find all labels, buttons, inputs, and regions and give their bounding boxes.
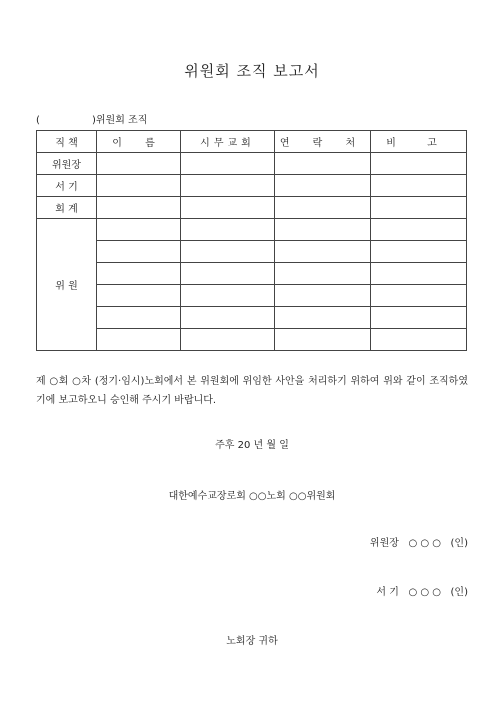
table-cell[interactable] (371, 241, 467, 263)
header-remarks: 비 고 (371, 131, 467, 153)
table-row-treasurer (37, 197, 467, 219)
table-header-row (37, 131, 467, 153)
table-cell[interactable] (371, 219, 467, 241)
seal-mark: (인) (450, 538, 468, 549)
signature-name: ○ ○ ○ (408, 538, 441, 549)
table-cell[interactable] (97, 197, 181, 219)
table-cell[interactable] (181, 175, 275, 197)
table-row-chairman (37, 153, 467, 175)
table-cell[interactable] (371, 307, 467, 329)
date-line: 주후 20 년 월 일 (215, 440, 289, 451)
organization-line (36, 111, 147, 126)
recipient-line: 노회장 귀하 (226, 636, 278, 647)
row-label-secretary: 서 기 (37, 175, 97, 197)
table-cell[interactable] (275, 285, 371, 307)
table-cell[interactable] (181, 263, 275, 285)
table-row-member (37, 263, 467, 285)
secretary-signature-line (376, 583, 468, 598)
table-row-member (37, 241, 467, 263)
table-cell[interactable] (181, 197, 275, 219)
table-cell[interactable] (371, 329, 467, 351)
table-cell[interactable] (371, 263, 467, 285)
row-label-members: 위 원 (37, 219, 97, 351)
table-cell[interactable] (275, 241, 371, 263)
table-cell[interactable] (275, 175, 371, 197)
signature-role: 위원장 (369, 538, 399, 549)
table-row-member (37, 329, 467, 351)
table-row-member (37, 219, 467, 241)
row-label-treasurer: 회 계 (37, 197, 97, 219)
table-cell[interactable] (275, 307, 371, 329)
open-paren: ( (36, 115, 40, 126)
table-cell[interactable] (97, 153, 181, 175)
chairman-signature-line (370, 534, 468, 549)
header-position: 직 책 (37, 131, 97, 153)
table-cell[interactable] (371, 197, 467, 219)
table-cell[interactable] (181, 329, 275, 351)
table-cell[interactable] (275, 197, 371, 219)
document-title: 위원회 조직 보고서 (184, 62, 320, 80)
table-cell[interactable] (275, 263, 371, 285)
table-row-member (37, 285, 467, 307)
table-cell[interactable] (181, 241, 275, 263)
table-cell[interactable] (275, 329, 371, 351)
table-cell[interactable] (371, 153, 467, 175)
table-cell[interactable] (97, 285, 181, 307)
table-cell[interactable] (371, 175, 467, 197)
table-cell[interactable] (181, 219, 275, 241)
table-cell[interactable] (97, 219, 181, 241)
table-cell[interactable] (181, 307, 275, 329)
table-cell[interactable] (275, 153, 371, 175)
table-row-secretary (37, 175, 467, 197)
header-church: 시무교회 (181, 131, 275, 153)
table-cell[interactable] (97, 241, 181, 263)
table-cell[interactable] (371, 285, 467, 307)
table-cell[interactable] (181, 285, 275, 307)
signature-role: 서 기 (376, 587, 399, 598)
row-label-chairman: 위원장 (37, 153, 97, 175)
seal-mark: (인) (450, 587, 468, 598)
table-cell[interactable] (97, 263, 181, 285)
header-name: 이 름 (97, 131, 181, 153)
table-cell[interactable] (97, 175, 181, 197)
table-cell[interactable] (97, 307, 181, 329)
organization-label: )위원회 조직 (92, 115, 148, 126)
table-row-member (37, 307, 467, 329)
report-body-text: 제 ○회 ○차 (정기·임시)노회에서 본 위원회에 위임한 사안을 처리하기 위하여 위와 같이 조직하였기에 보고하오니 승인해 주시기 바랍니다. (36, 376, 468, 406)
signature-name: ○ ○ ○ (408, 587, 441, 598)
table-cell[interactable] (275, 219, 371, 241)
organization-table (36, 130, 467, 351)
table-cell[interactable] (97, 329, 181, 351)
table-cell[interactable] (181, 153, 275, 175)
church-committee-line: 대한예수교장로회 ○○노회 ○○위원회 (168, 491, 336, 502)
header-contact: 연 락 처 (275, 131, 371, 153)
